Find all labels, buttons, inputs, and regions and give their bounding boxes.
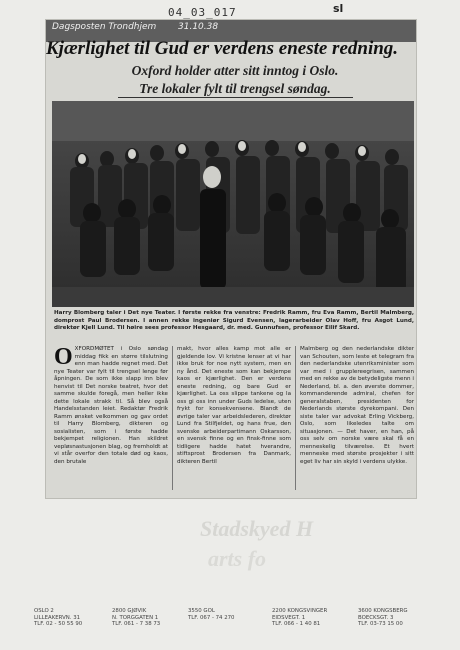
subheadline-1: Oxford holder atter sitt inntog i Oslo. <box>131 63 339 78</box>
audience-photo <box>52 101 414 307</box>
article-column-3: Malmberg og den nederlandske dikter van Schouten, som leste et telegram fra den nederlandske utenriksminister som var med i grupplereegrisen, sammen med en rekke av de betydeligste menn i Nederland, bl. a. den øverste dommer, kommanderende admiral, chefen for generalstaben, presidenten for Nederlands største dyrekompani. Den siste taler var advokat Erling Vickberg, Oslo, som likeledes talte om situasjonen. — Det haver, en han, på oss selv om norske være skal få en menneskelig tilværelse. Et hvert menneske med største prosjekter i sitt eget liv har sin skyld i verdens ulykke. <box>300 346 414 465</box>
office-kongsvinger <box>272 608 327 628</box>
office-address: EIDSVEGT. 1 <box>272 614 306 621</box>
headline-rule <box>118 97 353 98</box>
source-label: Dagsposten Trondhjem <box>52 22 157 32</box>
column-divider <box>295 346 296 490</box>
office-phone: TLF. 03-73 15 00 <box>358 621 403 628</box>
source-date: 31.10.38 <box>178 22 219 32</box>
archive-stamp: 04_03_017 <box>168 6 237 19</box>
subheadline-2: Tre lokaler fylt til trengsel søndag. <box>139 81 331 96</box>
drop-cap: O <box>54 344 73 370</box>
office-address: N. TORGGATEN 1 <box>112 614 159 621</box>
photo-caption: Harry Blomberg taler i Det nye Teater. I første rekke fra venstre: Fredrik Ramm, fru Eva Ramm, Bertil Malmberg, domprost Paul Brodersen. I annen rekke ingeniør Sigurd Evensen, lagerarbeider Olav Hoff, fru Asgot Lund, direktør Kjell Lund. Til høire sees professor Hesgaard, dr. med. Gunnufsen, professor Eilif Skard. <box>54 310 414 332</box>
show-through-text: Stadskyed H <box>200 516 314 541</box>
office-address: LILLEAKERVN. 31 <box>34 614 81 621</box>
office-city: 3600 KONGSBERG <box>358 608 408 614</box>
office-oslo <box>34 608 82 628</box>
headline: Kjærlighet til Gud er verdens eneste redning. <box>46 38 399 59</box>
handwritten-mark: sl <box>333 2 344 15</box>
show-through-text: arts fo <box>208 546 267 571</box>
article-column-2: makt, hvor alles kamp mot alle er gjeldende lov. Vi kristne lenser at vi har ikke bruk for noe nytt system, men en ny ånd. Det eneste som kan bekjempe kaos er kjærlighet. Den er verdens eneste redning, og bare Gud er kjærlighet. La oss slippe tankene og la oss gi oss inn under Guds ledelse, uten frykt for konsekvensene. Blandt de øvrige taler var arbeidslederen, direktør Lund fra Stilfjeldet, og hans frue, den svenske arbeiderpartimann Oskarsson, en svensk finne og en finsk-finne som tidligere hadde hatet hverandre, stiftsprost Brodersen fra Danmark, dikteren Bertil <box>177 346 291 465</box>
column-divider <box>172 346 173 490</box>
office-city: 2200 KONGSVINGER <box>272 608 328 614</box>
article-body <box>54 346 414 494</box>
photo-illustration <box>52 101 414 307</box>
office-city: 3550 GOL <box>188 608 215 614</box>
column-1-text: XFORDMØTET i Oslo søndag middag fikk en større tilslutning enn man hadde regnet med. Det nye Teater var fylt til trengsel lenge før åpningen. De som ikke slapp inn blev henvist til Det norske teatret, hvor det samme skulde foregå, men heller ikke dette lokale strakk til. Så blev også Handelsstanden leiet. Redaktør Fredrik Ramm ønsket velkommen og gav ordet til Harry Blomberg, dikteren og sosialisten, som i første hadde bekjempet religionen. Han skildret vepløsnastusjonen blag, og fremholdt at vi står overfor den totale død og kaos, den brutale <box>54 346 168 465</box>
office-city: OSLO 2 <box>34 608 54 614</box>
office-phone: TLF. 067 - 74 270 <box>188 614 235 621</box>
office-phone: TLF. 061 - 7 38 73 <box>112 621 161 628</box>
office-phone: TLF. 02 - 50 55 90 <box>34 621 83 628</box>
office-gjovik <box>112 608 160 628</box>
office-kongsberg <box>358 608 408 628</box>
office-phone: TLF. 066 - 1 40 81 <box>272 621 321 628</box>
footer-offices <box>0 608 460 650</box>
office-gol <box>188 608 234 621</box>
article-column-1 <box>54 346 168 466</box>
office-address: BOECKSGT. 3 <box>358 614 394 621</box>
office-city: 2800 GJØVIK <box>112 608 147 614</box>
